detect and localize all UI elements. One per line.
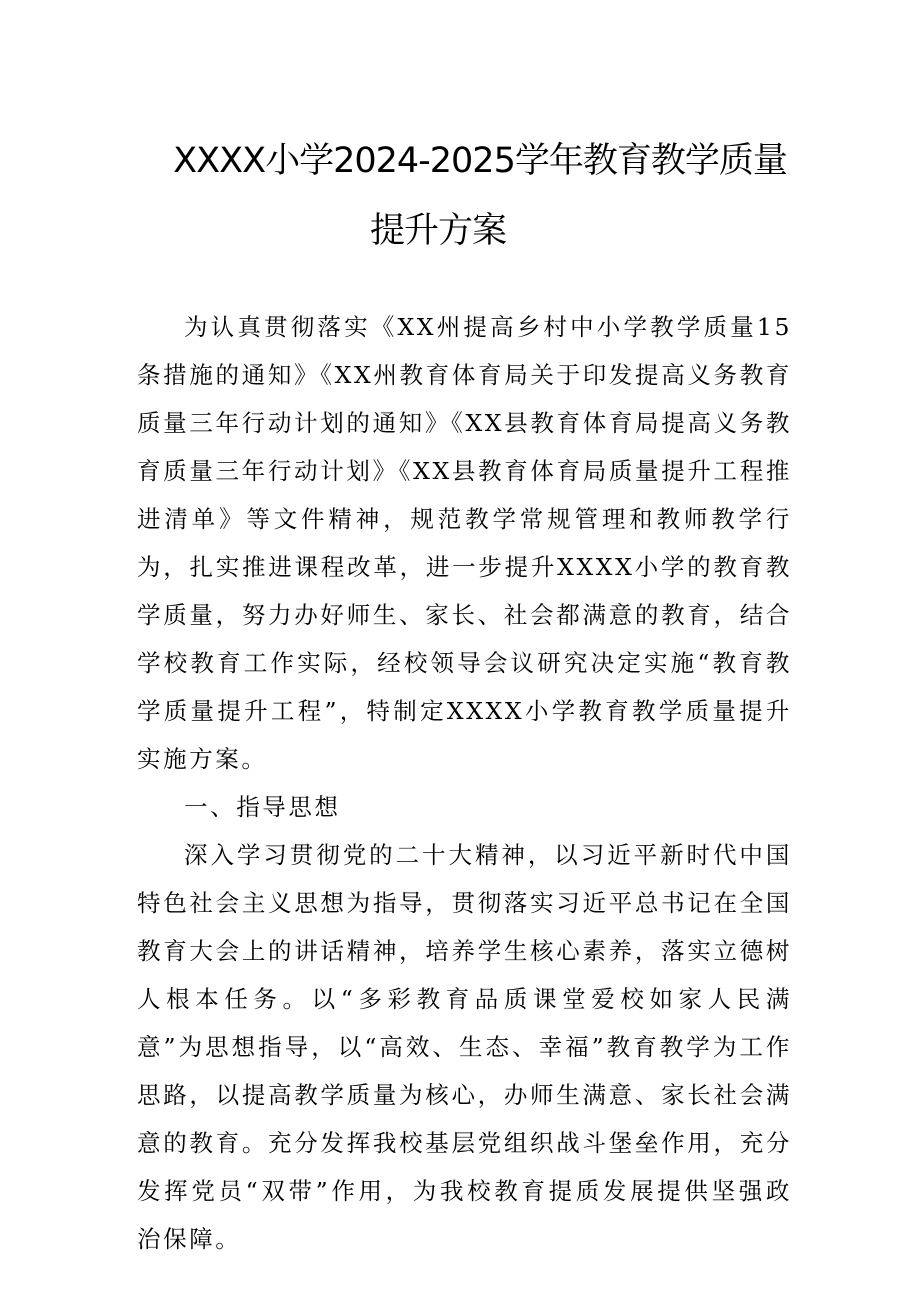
intro-paragraph: 为认真贯彻落实《XX州提高乡村中小学教学质量15条措施的通知》《XX州教育体育局关于印发提高义务教育质量三年行动计划的通知》《XX县教育体育局提高义务教育质量三年行动计划》《XX县教育体育局质量提升工程推进清单》等文件精神，规范教学常规管理和教师教学行为，扎实推进课程改革，进一步提升XXXX小学的教育教学质量，努力办好师生、家长、社会都满意的教育，结合学校教育工作实际，经校领导会议研究决定实施“教育教学质量提升工程”，特制定XXXX小学教育教学质量提升实施方案。 — [137, 313, 792, 773]
title-line-2: 提升方案 — [370, 211, 507, 251]
section-heading-guiding-ideology: 一、指导思想 — [184, 793, 341, 821]
title-line-1: XXXX小学2024-2025学年教育教学质量 — [173, 141, 787, 181]
document-title — [130, 126, 830, 266]
document-body — [137, 303, 792, 1263]
guiding-ideology-paragraph: 深入学习贯彻党的二十大精神，以习近平新时代中国特色社会主义思想为指导，贯彻落实习近平总书记在全国教育大会上的讲话精神，培养学生核心素养，落实立德树人根本任务。以“多彩教育品质课堂爱校如家人民满意”为思想指导，以“高效、生态、幸福”教育教学为工作思路，以提高教学质量为核心，办师生满意、家长社会满意的教育。充分发挥我校基层党组织战斗堡垒作用，充分发挥党员“双带”作用，为我校教育提质发展提供坚强政治保障。 — [137, 841, 792, 1253]
